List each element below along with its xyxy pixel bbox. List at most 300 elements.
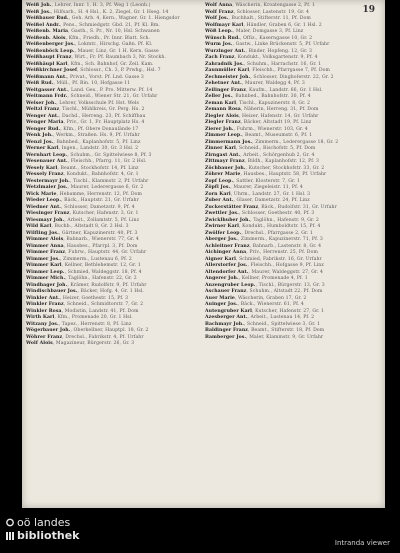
directory-entry: Zeller Jos., Bahnbed., Bahnhofstr. 30, Pf. 4 [205,94,311,99]
entry-name: Wiesmayr Joh. [26,217,65,223]
directory-entry: Wiesinger Franz, Kutscher, Hafenstr. 3, Gr. 1 [26,211,139,216]
directory-entry: Zemann Rosa, Näherin, Herreng. 31, Pf. Dom [205,107,319,112]
entry-details: Krämer, Rudolfstr. 9, Pf. Urfahr [70,282,147,288]
directory-entry: Zirngast Ant., Arbeit., Schörgenhub 2, Gr. 4 [205,152,315,158]
logo-text-line1: oö landes [17,516,71,529]
entry-details: Kutscher, Hafenstr. 3, Gr. 1 [72,211,139,216]
entry-name: Zinner Karl [205,146,236,151]
directory-entry: Wünsch Rud., Offiz., Kaserngasse 10, Gr. 2 [205,35,313,41]
entry-name: Zwölfer Leop. [205,230,242,236]
entry-details: Fuhrm., Wienerstr. 103, Gr. 4 [236,126,308,132]
entry-name: Wimmer Anna [26,243,64,249]
directory-entry: Bachmayr Joh., Schneid., Spittelwiese 3, Gr. 1 [205,321,321,327]
entry-name: Wilfling Jos. [26,230,59,236]
directory-entry: Zopf Leop., Sattler, Klosterstr. 7, Gr. 1 [205,178,300,184]
entry-details: Fuhrw., Hauptstr. 44, Gr. Urfahr [68,250,147,255]
directory-entry: Auinger Jos., Bäck., Wienerstr. 61, Pf. 4 [205,302,304,307]
entry-details: Schlosser, Dinghoferstr. 22, Gr. 2 [253,74,334,80]
entry-details: Schneid., Wiener Str. 21, Gr. Urfahr [70,94,158,99]
directory-entry: Wiesmayr Joh., Arbeit., Zollamtstr. 5, Pf. Linz [26,217,140,223]
entry-details: Hausbes., Pfarrpl. 3, Pf. Dom [66,243,138,249]
entry-details: Bahnarb., Wienerstr. 77, Gr. 4 [66,237,139,242]
directory-entry: Anzengruber Leop., Tischl., Bürgerstr. 13, Gr. 3 [205,282,325,288]
directory-entry: Wimmer Anna, Hausbes., Pfarrpl. 3, Pf. Dom [26,243,138,249]
entry-details: Bäcker, Altstadt 19, Pf. Linz [243,120,312,125]
directory-entry: Wurm Jos., Gastw., Linke Brückenstr. 5, Pf. Urfahr [205,42,330,47]
directory-entry: Auer Marie, Wäscherin, Graben 17, Gr. 2 [205,295,307,301]
entry-name: Wiesinger Franz [26,211,70,216]
entry-details: Kfm., Pf. Obere Donaulände 17 [63,126,139,132]
directory-entry: Autengruber Karl, Kutscher, Hafenstr. 27, Gr. 1 [205,308,325,314]
directory-entry: Wenk Joh., Werkm., Straßen. Hs. 9, Pf. Urfahr [26,133,140,138]
entry-details: Taglöhn., Hafenstr. 9, Gr. 2 [253,217,319,223]
entry-details: Drechsl., Pfarrgasse 2, Gr. 1 [244,230,313,236]
entry-name: Weißenb. Alois [26,35,66,41]
directory-entry: Zaunmüller Karl, Fleischh., Pfarrgasse 7, Pf. Dom [205,68,330,73]
directory-entry: Weißmann Ant., Privat., Vorst. Pf. Lnd. Gasse 3 [26,74,144,80]
entry-name: Weißhäupl Karl [26,61,68,67]
entry-name: Witzany Jos. [26,321,59,327]
entry-name: Bamberger Jos. [205,334,247,340]
entry-name: Weltzl Franz [26,107,60,112]
directory-entry: Wimmer Karl, Kellner, Bethlehemstr. 12, Gr. 1 [26,263,141,268]
entry-details: Tischl., Kapuzinerstr. 8, Gr. 2 [239,100,311,106]
directory-entry: Zöchbauer Joh., Kutscher, Stockhofstr. 33, Gr. 2 [205,165,325,171]
directory-entry: Wild Karl, Buchb., Altstadt 8, Gr. 2 Hsl. 3 [26,224,129,229]
directory-entry: Bamberger Jos., Maler, Klammstr. 9, Gr. Urfahr [205,334,324,340]
left-column [24,4,194,504]
directory-entry: Weißhaupt Franz, Wirt., Fr. Pf. Baumbach 3, Nr. Stockh. [26,55,167,60]
directory-entry: Wesenauer Ant., Fleischh., Pfarrg. 11, Gr. 2 Hsl. [26,159,147,164]
right-column [203,4,371,504]
entry-details: Händler, Graben 6, Gr. 1 Hsl. 2 [246,22,322,28]
entry-details: Gasth., S. Pr., Nr. 10, Hsl. Schwanen [71,29,160,34]
entry-details: Kfm., Sch. Bahnhof, Gr. Zeil. Kam. [70,61,154,67]
directory-entry: Wesely Karl, Beamt., Stockhofstr. 14, Pf. Linz [26,165,139,171]
directory-entry: Wimmer Mich., Taglöhn., Hafenstr. 22, Gr. 2 [26,276,137,281]
directory-entry: Zeman Karl, Tischl., Kapuzinerstr. 8, Gr. 2 [205,100,311,106]
directory-entry: Wimmer Leop., Schmied, Waldeggstr. 18, Pf. 4 [26,269,142,275]
entry-details: Bahnbed., Kaplanhofstr. 5, Pf. Linz [56,139,141,145]
directory-entry: Zach Franz, Kondukt., Volksgartenstr. 9, Pf. 4 [205,55,318,60]
entry-name: Zeller Jos. [205,94,233,99]
directory-entry: Zwölfer Leop., Drechsl., Pfarrgasse 2, Gr. 1 [205,230,313,236]
entry-name: Wimmer Leop. [26,269,65,275]
entry-name: Wild Karl [26,224,52,229]
directory-entry: Weißhäupl Karl, Kfm., Sch. Bahnhof, Gr. Zeil. Kam. [26,61,154,67]
directory-entry: Wöhrer Franz, Drechsl., Fabrikstr. 4, Pf. Urfahr [26,334,144,340]
entry-name: Wurm Jos. [205,42,233,47]
directory-entry: Azesberger Ant., Arbeit., Lustenau 14, Pf. 2 [205,315,315,320]
entry-name: Zöchbauer Joh. [205,165,246,171]
directory-entry: Wiedner Ant., Schlosser, Dametzstr. 9, Pf. 4 [26,204,135,210]
directory-entry: Zwettler Jos., Schlosser, Goethestr. 40, Pf. 3 [205,211,315,216]
entry-details: Mauer, Linz, Gr. 1 H. Kern. Gasse [77,48,159,54]
entry-details: Schneid., Bischofstr. 5, Pf. Dom [238,146,316,151]
directory-entry: Wolf Anna, Wäscherin, Kroatengasse 2, Pf. 1 [205,3,316,8]
entry-details: Tischl., Bürgerstr. 13, Gr. 3 [258,282,325,288]
entry-details: Priv., Herrenstr. 25, Pf. Dom [249,250,318,255]
entry-name: Zittmayr Franz [205,159,245,164]
entry-details: Schneid., Schmidtorstr. 7, Gr. 2 [66,302,144,307]
entry-name: Wögerbauer Joh. [26,328,71,333]
entry-name: Wimmer Jos. [26,256,60,262]
directory-entry: Wimmer Jos., Zimmerm., Lustenau 6, Pf. 2 [26,256,132,262]
entry-details: Ingen., Landstr. 30, Gr. 3 Hsl. 2 [61,146,139,151]
entry-details: Lokmtr., Hirschg. Gaßn. Pf. Kl. [78,42,153,47]
entry-details: Schuhm., Harrachstr. 16, Gr. 1 [246,61,322,67]
entry-details: Dachd., Herreng. 23, Pf. Schiffbau [61,113,146,119]
entry-details: Bäck., Hauptstr. 21, Gr. Urfahr [64,198,139,203]
directory-entry: Zimmer Leop., Beamt., Museumstr. 6, Pf. 1 [205,133,313,138]
entry-name: Zaunmüller Karl [205,68,250,73]
entry-details: Land. Ges., P. Pro. Mitterw. Pf. 14 [71,87,153,93]
directory-entry: Ziegler Franz, Bäcker, Altstadt 19, Pf. Linz [205,120,312,125]
directory-entry: Weißenb. Alois, Kfm., Friedh., Pr. Innr. Blatt. Sch. [26,35,151,41]
entry-name: Zuckerstätter Franz [205,204,259,210]
directory-entry: Weitmann Frdr., Schneid., Wiener Str. 21, Gr. Urfahr [26,94,158,99]
entry-details: Drechsl., Fabrikstr. 4, Pf. Urfahr [65,334,144,340]
directory-entry: Angerer Joh., Kellner, Promenade 4, Pf. 1 [205,276,308,281]
entry-name: Wessely Franz [26,172,64,177]
entry-name: Weißkirchner Josef [26,68,78,73]
entry-details: Schlosser, Dametzstr. 9, Pf. 4 [64,204,135,210]
entry-name: Wimmer Franz [26,250,66,255]
directory-entry: Winkler Franz, Schneid., Schmidtorstr. 7, Gr. 2 [26,302,144,307]
directory-entry: Zuckerstätter Franz, Bäck., Rudolfstr. 31, Gr. Urfahr [205,204,337,210]
entry-name: Aberger Jos. [205,237,238,242]
directory-entry: Zechmeister Joh., Schlosser, Dinghoferstr. 22, Gr. 2 [205,74,334,80]
entry-name: Angerer Joh. [205,276,239,281]
directory-entry: Wurzinger Ant., Binder, Hopfeng. 12, Gr. 3 [205,48,312,54]
entry-name: Autengruber Karl [205,308,253,314]
entry-details: Fleischh., Hofgasse 9, Pf. Linz [250,263,324,268]
entry-details: Schmied, Fabrikstr. 16, Gr. Urfahr [239,256,322,262]
entry-name: Zehetner Ant. [205,81,242,86]
directory-entry: Wolf Jos., Buchhalt., Stifterstr. 11, Pf. Dom [205,16,311,21]
directory-entry: Weißenböck Leop., Mauer, Linz, Gr. 1 H. Kern. Gasse [26,48,159,54]
directory-entry: Weißenb. Maria, Gasth., S. Pr., Nr. 10, Hsl. Schwanen [26,29,160,34]
directory-entry: Weiß Jos., Hilfsarb., H. 4 Hsl., K. 2, Ziegel, Gr. 1 Hseg. 14 [26,9,169,15]
entry-details: Buchb., Altstadt 8, Gr. 2 Hsl. 3 [54,224,129,229]
entry-details: Bäcker, Hofg. 4, Gr. 1 Hsl. [80,289,144,294]
library-logo[interactable] [6,516,96,550]
entry-details: Pens., Schmiedgstr. Gbd. 21, Pf. Kl. Bm. [63,22,160,28]
entry-name: Wolf Alois [26,341,53,346]
directory-entry: Zehetner Ant., Maurer, Waldegg 4, Pf. 3 [205,81,305,86]
entry-name: Zöhrer Marie [205,172,241,177]
directory-entry: Wieder Leop., Bäck., Hauptstr. 21, Gr. Urfahr [26,198,139,203]
entry-details: Uhrm., Landstr. 27, Gr. 1 Hsl. 3 [233,191,311,197]
entry-name: Bachmayr Joh. [205,321,244,327]
entry-name: Weiß Jos. [26,9,51,15]
entry-name: Zeman Karl [205,100,237,106]
entry-name: Auinger Jos. [205,302,238,307]
directory-entry: Ziegler Alois, Heizer, Hafenstr. 14, Gr. Urfahr [205,113,319,119]
directory-entry: Zinner Karl, Schneid., Bischofstr. 5, Pf. Dom [205,146,316,151]
entry-name: Zorn Karl [205,191,231,197]
entry-details: Kondukt., Bahnhofstr. 4, Gr. 1 [66,172,139,177]
entry-details: Näherin, Herreng. 31, Pf. Dom [243,107,319,112]
directory-entry: Zorn Karl, Uhrm., Landstr. 27, Gr. 1 Hsl. 3 [205,191,311,197]
directory-entry: Wenger Rud., Kfm., Pf. Obere Donaulände 17 [26,126,139,132]
entry-details: Maurer, Lederergasse 6, Gr. 2 [70,185,144,190]
entry-details: Tischl., Klammstr. 2, Pf. Urfahr [72,178,149,184]
directory-entry: Zuber Ant., Glaser, Dametzstr. 24, Pf. Linz [205,198,310,203]
entry-name: Wünsch Rud. [205,35,240,41]
entry-details: Fleischh., Pfarrg. 11, Gr. 2 Hsl. [70,159,147,164]
viewer-label: Intranda viewer [334,539,390,547]
entry-name: Winkler Ant. [26,295,60,301]
scanned-page [22,0,385,508]
directory-entry: Windhager Joh., Krämer, Rudolfstr. 9, Pf. Urfahr [26,282,147,288]
entry-name: Aigner Karl [205,256,236,262]
entry-details: Wirt., Fr. Pf. Baumbach 3, Nr. Stockh. [74,55,167,60]
entry-details: Taglöhn., Hafenstr. 22, Gr. 2 [68,276,137,281]
entry-name: Weiß Rud. [26,81,54,86]
entry-details: Fleischh., Pfarrgasse 7, Pf. Dom [252,68,330,73]
entry-name: Wurzinger Ant. [205,48,246,54]
entry-name: Zach Franz [205,55,235,60]
entry-details: Maler, Domgasse 3, Pf. Linz [235,29,304,34]
entry-name: Weiß Joh. [26,3,52,8]
directory-entry: Weißbauer Rud., Geh. Arb. 4, Kern., Wagner. Gr. 1. Hiengsdor [26,16,180,21]
entry-details: Arbeit., Zollamtstr. 5, Pf. Linz [67,217,140,223]
entry-name: Weißenböck Leop. [26,48,75,54]
entry-name: Winkler Rosa [26,308,62,314]
entry-name: Zwirner Karl [205,224,239,229]
entry-name: Wenger Rud. [26,126,61,132]
directory-entry: Wenger Maria, Priv., Gr. 1, Fr. Hauptplatz Hs. 4 [26,120,145,125]
entry-name: Weißenb. Maria [26,29,69,34]
entry-name: Wiedner Ant. [26,204,61,210]
entry-name: Wolf Jos. [205,16,229,21]
directory-entry: Westermayr Joh., Tischl., Klammstr. 2, Pf. Urfahr [26,178,149,184]
directory-entry: Wick Marie, Hebamme, Herrenstr. 12, Pf. Dom [26,191,142,197]
entry-details: Arbeit., Schörgenhub 2, Gr. 4 [243,152,315,158]
entry-name: Ziegler Alois [205,113,239,119]
directory-entry: Wolfmayr Karl, Händler, Graben 6, Gr. 1 Hsl. 2 [205,22,322,28]
entry-details: Privat., Vorst. Pf. Lnd. Gasse 3 [70,74,144,80]
entry-name: Wimmer Mich. [26,276,66,281]
entry-name: Zimmer Leop. [205,133,242,138]
entry-details: Priv., Gr. 1, Fr. Hauptplatz Hs. 4 [66,120,145,125]
entry-name: Zirngast Ant. [205,152,241,158]
entry-details: Magazineur, Bürgerstr. 26, Gr. 3 [55,341,135,346]
directory-entry: Wilfling Jos., Gärtner, Kapuzinerstr. 40, Pf. 3 [26,230,138,236]
entry-details: Binder, Hopfeng. 12, Gr. 3 [248,48,312,54]
entry-name: Zahradnik Jos. [205,61,244,67]
entry-details: Kutscher, Hafenstr. 27, Gr. 1 [255,308,325,314]
entry-details: Zimmerm., Kapuzinerstr. 71, Pf. 3 [240,237,323,242]
logo-bars-icon [6,531,14,540]
entry-name: Wöhrer Franz [26,334,63,340]
entry-name: Zopf Leop. [205,178,234,184]
directory-entry: Witzany Jos., Tapez., Herrenstr. 8, Pf. Linz [26,321,132,327]
entry-details: Hausbes., Hauptstr. 58, Pf. Urfahr [243,172,327,177]
entry-details: Hebamme, Herrenstr. 12, Pf. Dom [59,191,142,197]
entry-name: Achleitner Franz [205,243,250,249]
entry-details: Wäscherin, Graben 17, Gr. 2 [238,295,307,301]
entry-name: Wenger Ant. [26,113,59,119]
entry-name: Zemann Rosa [205,107,241,112]
entry-name: Zimmermann Jos. [205,139,253,145]
entry-details: Oberkellner, Hauptpl. 18, Gr. 2 [73,328,149,333]
entry-details: Bahnbed., Bahnhofstr. 30, Pf. 4 [235,94,311,99]
entry-name: Wieder Leop. [26,198,62,203]
entry-details: Kfm., Promenade 20, Gr. 1 Hsl. [57,315,133,320]
entry-name: Baldinger Franz [205,328,248,333]
entry-details: Tischl., Mühlkreis, Gr. Perg. Hs. 2 [62,107,145,112]
entry-name: Weißel Andr. [26,22,61,28]
directory-entry: Zahradnik Jos., Schuhm., Harrachstr. 16, Gr. 1 [205,61,322,67]
entry-name: Zwettler Jos. [205,211,239,216]
entry-details: Wäscherin, Kroatengasse 2, Pf. 1 [235,3,316,8]
entry-details: Arbeit., Lustenau 14, Pf. 2 [250,315,315,320]
entry-name: Weißmann Ant. [26,74,67,80]
directory-entry: Zeilinger Franz, Kaufm., Landstr. 66, Gr. 1 Hsl. [205,87,323,93]
entry-name: Ziegler Franz [205,120,241,125]
directory-entry: Wögerbauer Joh., Oberkellner, Hauptpl. 18, Gr. 2 [26,328,149,333]
directory-entry: Winkler Rosa, Modistin, Landstr. 41, Pf. Dom [26,308,139,314]
directory-entry: Winkler Ant., Heizer, Goethestr. 15, Pf. 3 [26,295,129,301]
directory-entry: Wolf Alois, Magazineur, Bürgerstr. 26, Gr. 3 [26,341,135,346]
directory-entry: Wimmer Franz, Fuhrw., Hauptstr. 44, Gr. Urfahr [26,250,147,255]
entry-details: Kellner, Promenade 4, Pf. 1 [241,276,308,281]
entry-name: Wolfmayr Karl [205,22,244,28]
entry-name: Auer Marie [205,295,235,301]
entry-name: Wesely Karl [26,165,58,171]
entry-details: Offiz., Kaserngasse 10, Gr. 2 [243,35,313,41]
directory-entry: Wimmer Alois, Bahnarb., Wienerstr. 77, Gr. 4 [26,237,139,242]
entry-details: Müll., Pf. Bin. 10, Hofgasse 11 [56,81,131,86]
entry-name: Aichinger Anna [205,250,247,255]
directory-entry: Zierer Joh., Fuhrm., Wienerstr. 103, Gr. 4 [205,126,308,132]
directory-entry: Altendorfer Ant., Maurer, Waldeggstr. 27, Gr. 4 [205,269,323,275]
entry-name: Westermayr Joh. [26,178,70,184]
entry-details: Buchhalt., Stifterstr. 11, Pf. Dom [231,16,311,21]
entry-name: Wenzl Jos. [26,139,54,145]
entry-details: Schuhm., Altstadt 22, Pf. Dom [249,289,323,294]
entry-details: Beamt., Stifterstr. 18, Pf. Dom [251,328,325,333]
entry-name: Wolf Franz [205,9,234,15]
entry-name: Wenk Joh. [26,133,53,138]
entry-name: Wimmer Alois [26,237,64,242]
entry-name: Weißhaupt Franz [26,55,72,60]
entry-details: Lehrer, Volksschule Pf. Hst. Wels [59,100,139,106]
entry-name: Weitmann Frdr. [26,94,68,99]
entry-name: Wesenauer Ant. [26,159,68,164]
directory-entry: Wöß Leop., Maler, Domgasse 3, Pf. Linz [205,29,304,34]
entry-details: Maurer, Waldegg 4, Pf. 3 [244,81,305,86]
entry-details: Werkm., Straßen. Hs. 9, Pf. Urfahr [55,133,140,138]
directory-entry: Wessely Franz, Kondukt., Bahnhofstr. 4, Gr. 1 [26,172,139,177]
entry-details: Zimmerm., Lustenau 6, Pf. 2 [63,256,132,262]
entry-name: Weißbauer Rud. [26,16,69,21]
directory-entry: Wenzl Jos., Bahnbed., Kaplanhofstr. 5, Pf. Linz [26,139,141,145]
directory-entry: Aigner Karl, Schmied, Fabrikstr. 16, Gr. Urfahr [205,256,322,262]
entry-name: Allerstorfer Jos. [205,263,248,268]
entry-details: Bäck., Wienerstr. 61, Pf. 4 [240,302,304,307]
entry-details: Schmied, Waldeggstr. 18, Pf. 4 [67,269,142,275]
directory-entry: Zimmermann Jos., Zimmerm., Lederergasse 18, Gr. 2 [205,139,339,145]
entry-name: Altendorfer Ant. [205,269,249,275]
directory-entry: Achleitner Franz, Bahnarb., Lastenstr. 8, Gr. 4 [205,243,322,249]
entry-details: Kondukt., Humboldtstr. 15, Pf. 4 [242,224,321,229]
entry-details: Maurer, Waldeggstr. 27, Gr. 4 [251,269,323,275]
directory-entry: Aberger Jos., Zimmerm., Kapuzinerstr. 71, Pf. 3 [205,237,323,242]
directory-entry: Weiß Joh., Lehrer, Innr. 1, H. 3, Pf. Weg 1 (Leonh.) [26,3,151,8]
entry-name: Wick Marie [26,191,57,197]
directory-entry: Wolf Franz, Schlosser, Lastenstr. 19, Gr. 4 [205,9,309,15]
entry-details: Hilfsarb., H. 4 Hsl., K. 2, Ziegel, Gr. 1 Hseg. 14 [53,9,169,15]
entry-details: Schlosser, Lastenstr. 19, Gr. 4 [236,9,309,15]
directory-entry: Wetzlmaier Jos., Maurer, Lederergasse 6, Gr. 2 [26,185,144,190]
logo-mark-icon [6,518,14,527]
entry-details: Lehrer, Innr. 1, H. 3, Pf. Weg 1 (Leonh.) [54,3,151,8]
directory-entry: Weißkirchner Josef, Schlossr., Ch. 3, P. Prwhg., Hsl. 7 [26,68,161,73]
entry-name: Windischbauer Jos. [26,289,78,294]
directory-entry: Wenger Ant., Dachd., Herreng. 23, Pf. Schiffbau [26,113,146,119]
entry-details: Glaser, Dametzstr. 24, Pf. Linz [236,198,310,203]
entry-name: Anzengruber Leop. [205,282,256,288]
logo-text-line2: bibliothek [17,529,80,542]
entry-name: Wimmer Karl [26,263,62,268]
entry-details: Heizer, Goethestr. 15, Pf. 3 [62,295,129,301]
directory-entry: Aichinger Anna, Priv., Herrenstr. 25, Pf. Dom [205,250,318,255]
entry-details: Maler, Klammstr. 9, Gr. Urfahr [249,334,324,340]
entry-details: Gastw., Linke Brückenstr. 5, Pf. Urfahr [235,42,330,47]
entry-details: Kellner, Bethlehemstr. 12, Gr. 1 [64,263,141,268]
directory-entry: Baldinger Franz, Beamt., Stifterstr. 18, Pf. Dom [205,328,325,333]
entry-details: Bäck., Rudolfstr. 31, Gr. Urfahr [261,204,337,210]
entry-details: Zimmerm., Lederergasse 18, Gr. 2 [255,139,339,145]
entry-name: Weißenberger Jos. [26,42,75,47]
directory-entry: Werner Karl, Ingen., Landstr. 30, Gr. 3 Hsl. 2 [26,146,139,151]
entry-name: Wirth Karl [26,315,55,320]
directory-entry: Zöpfl Jos., Maurer, Ziegeleistr. 11, Pf. 4 [205,185,303,190]
entry-details: Kaufm., Landstr. 66, Gr. 1 Hsl. [249,87,323,93]
entry-name: Weitgasser Ant. [26,87,68,93]
entry-name: Zuber Ant. [205,198,234,203]
directory-entry: Zöhrer Marie, Hausbes., Hauptstr. 58, Pf. Urfahr [205,172,327,177]
entry-details: Schneid., Spittelwiese 3, Gr. 1 [247,321,321,327]
entry-details: Schlossr., Ch. 3, P. Prwhg., Hsl. 7 [80,68,161,73]
entry-name: Wenger Maria [26,120,64,125]
entry-details: Beamt., Stockhofstr. 14, Pf. Linz [60,165,139,171]
entry-name: Wernhart Leop. [26,152,68,158]
directory-entry: Windischbauer Jos., Bäcker, Hofg. 4, Gr. 1 Hsl. [26,289,144,294]
directory-entry: Weißenberger Jos., Lokmtr., Hirschg. Gaßn. Pf. Kl. [26,42,153,47]
entry-details: Heizer, Hafenstr. 14, Gr. Urfahr [241,113,319,119]
entry-details: Kondukt., Volksgartenstr. 9, Pf. 4 [237,55,318,60]
entry-name: Azesberger Ant. [205,315,248,320]
entry-details: Beamt., Museumstr. 6, Pf. 1 [245,133,313,138]
entry-name: Wetzlmaier Jos. [26,185,68,190]
entry-details: Gärtner, Kapuzinerstr. 40, Pf. 3 [61,230,138,236]
entry-details: Modistin, Landstr. 41, Pf. Dom [64,308,139,314]
entry-name: Windhager Joh. [26,282,68,288]
directory-entry: Zwicklhuber Joh., Taglöhn., Hafenstr. 9, Gr. 2 [205,217,319,223]
entry-name: Zeilinger Franz [205,87,246,93]
entry-details: Bildh., Kaplanhofstr. 12, Pf. 3 [247,159,319,164]
entry-details: Bahnarb., Lastenstr. 8, Gr. 4 [252,243,322,249]
entry-details: Sattler, Klosterstr. 7, Gr. 1 [236,178,300,184]
entry-details: Kfm., Friedh., Pr. Innr. Blatt. Sch. [68,35,151,41]
directory-entry: Zwirner Karl, Kondukt., Humboldtstr. 15, Pf. 4 [205,224,321,229]
directory-entry: Zittmayr Franz, Bildh., Kaplanhofstr. 12, Pf. 3 [205,159,319,164]
entry-name: Zierer Joh. [205,126,234,132]
